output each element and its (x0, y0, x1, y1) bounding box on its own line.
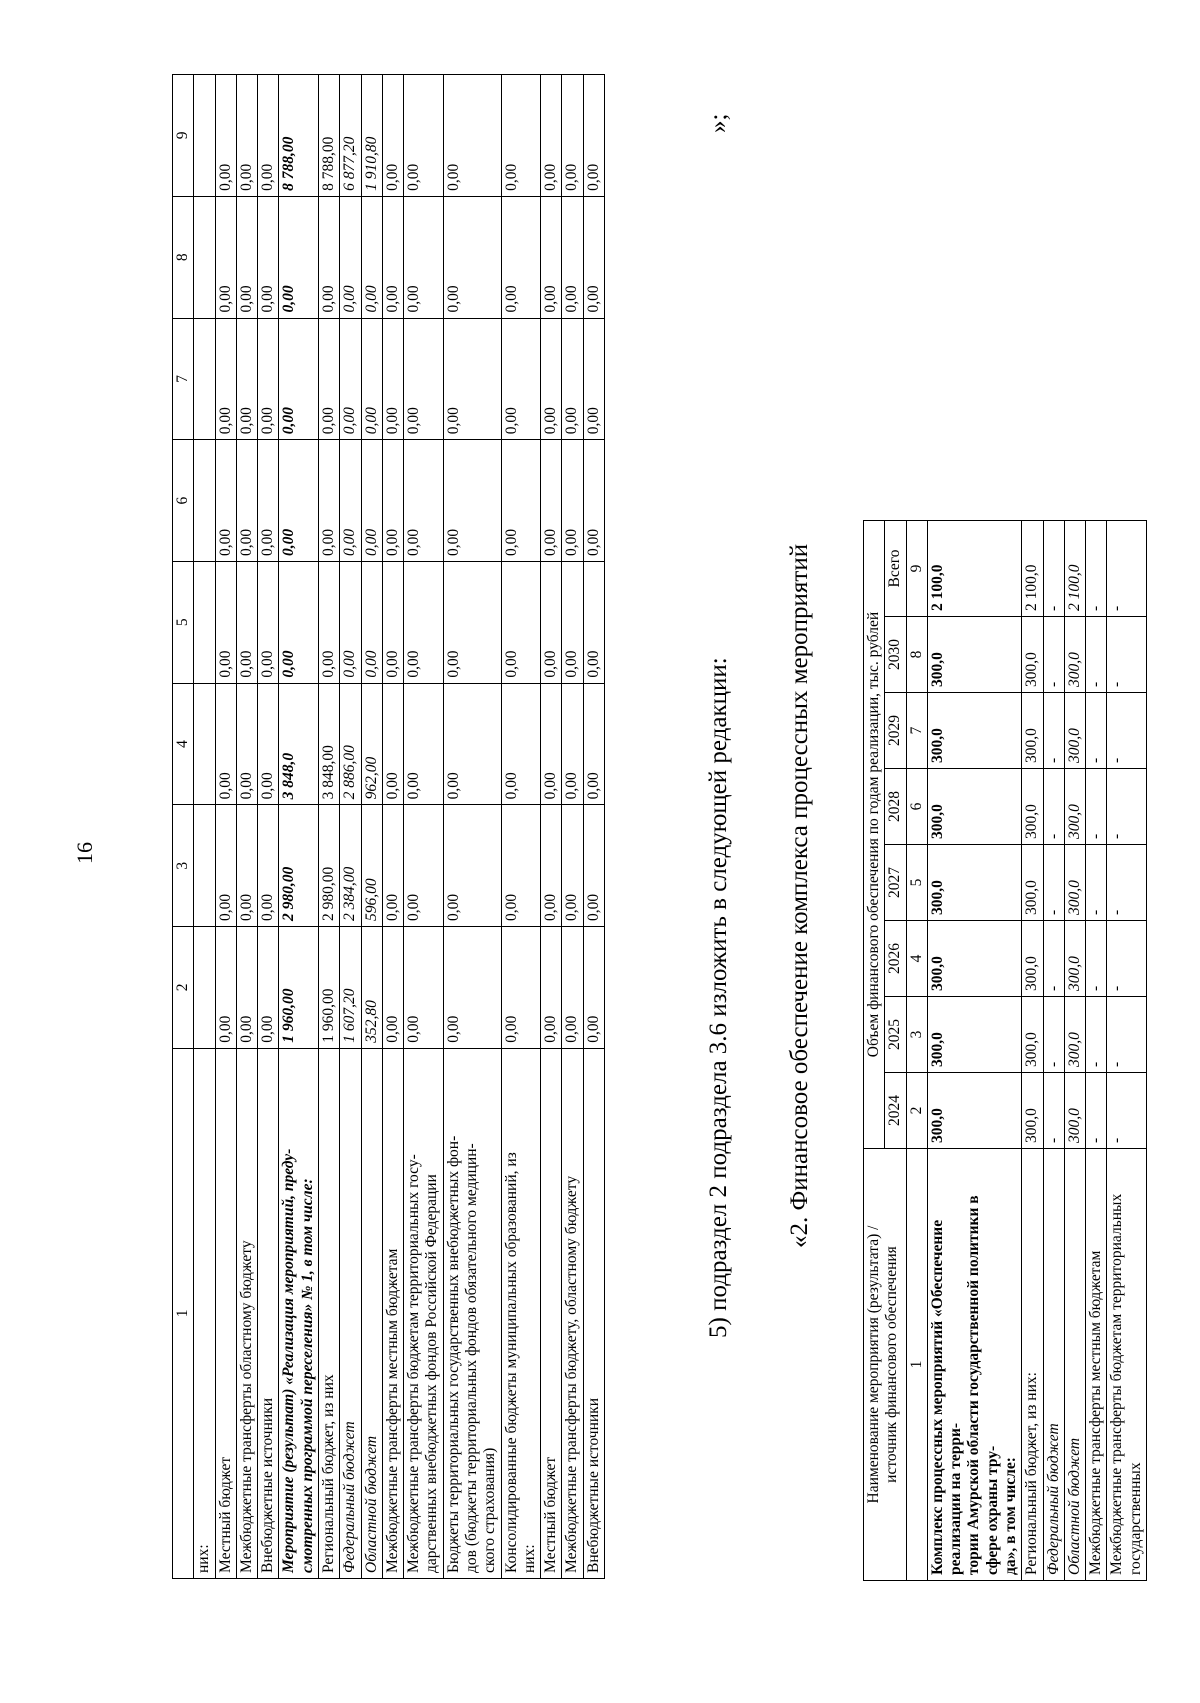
row-label-cell: Консолидированные бюджеты муниципальных образований, из них: (501, 1048, 541, 1578)
row-label-cell: Региональный бюджет, из них: (1022, 1149, 1043, 1581)
value-cell: 0,00 (583, 805, 604, 927)
value-cell: 300,0 (1064, 617, 1085, 693)
value-cell: - (1107, 617, 1147, 693)
value-cell: - (1086, 1073, 1107, 1149)
value-cell: 300,0 (927, 693, 1021, 769)
value-cell: 0,00 (443, 927, 501, 1049)
value-cell (194, 927, 215, 1049)
value-cell: 0,00 (404, 805, 444, 927)
value-cell: 300,0 (1064, 845, 1085, 921)
row-label-cell: Межбюджетные трансферты бюджетам территориальных государственных (1107, 1149, 1147, 1581)
value-cell: 300,0 (1064, 997, 1085, 1073)
column-number-cell: 8 (173, 196, 194, 318)
value-cell: 300,0 (1022, 997, 1043, 1073)
value-cell: 2 100,0 (1064, 521, 1085, 617)
year-header-cell: 2024 (885, 1073, 906, 1149)
value-cell: 0,00 (404, 561, 444, 683)
value-cell: 300,0 (1022, 921, 1043, 997)
quote-end-mark: »; (705, 113, 732, 133)
value-cell: 0,00 (258, 561, 279, 683)
value-cell (194, 440, 215, 562)
value-cell: 300,0 (927, 921, 1021, 997)
value-cell: 0,00 (382, 318, 403, 440)
amendment-paragraph: 5) подраздел 2 подраздела 3.6 изложить в следующей редакции: (705, 657, 732, 1338)
value-cell: 300,0 (1064, 1073, 1085, 1149)
value-cell: 0,00 (279, 318, 319, 440)
table-row (1043, 521, 1064, 1581)
row-label-cell: Региональный бюджет, из них (318, 1048, 339, 1578)
column-number-cell: 2 (906, 1073, 927, 1149)
value-cell: 0,00 (258, 805, 279, 927)
value-cell: 0,00 (318, 561, 339, 683)
header-volume-cell: Объем финансового обеспечения по годам реализации, тыс. рублей (864, 521, 885, 1149)
value-cell: - (1086, 769, 1107, 845)
value-cell: - (1043, 769, 1064, 845)
value-cell: 0,00 (404, 318, 444, 440)
value-cell: 0,00 (318, 318, 339, 440)
row-label-cell: Внебюджетные источники (258, 1048, 279, 1578)
table-row (501, 75, 541, 1579)
value-cell: 0,00 (258, 440, 279, 562)
value-cell: 0,00 (340, 561, 361, 683)
table-body (194, 75, 605, 1579)
row-label-cell: Областной бюджет (1064, 1149, 1085, 1581)
value-cell: 0,00 (361, 196, 382, 318)
row-label-cell: Комплекс процессных мероприятий «Обеспечение реализации на терри- тории Амурской области государственной политики в сфере охраны тру- да», в том числе: (927, 1149, 1021, 1581)
row-label-cell: Бюджеты территориальных государственных внебюджетных фон- дов (бюджеты территориальных фондов обязательного медицин- ского страхования) (443, 1048, 501, 1578)
value-cell: 2 100,0 (927, 521, 1021, 617)
value-cell: 0,00 (340, 196, 361, 318)
table-row (541, 75, 562, 1579)
value-cell (194, 75, 215, 197)
table-row (927, 521, 1021, 1581)
value-cell: 0,00 (236, 683, 257, 805)
row-label-cell: Федеральный бюджет (340, 1048, 361, 1578)
value-cell: 0,00 (562, 318, 583, 440)
row-label-cell: них: (194, 1048, 215, 1578)
value-cell: 300,0 (1022, 769, 1043, 845)
table-row (1086, 521, 1107, 1581)
header-name-cell: Наименование мероприятия (результата) / источник финансового обеспечения (864, 1149, 907, 1581)
value-cell: 0,00 (404, 927, 444, 1049)
row-label-cell: Местный бюджет (541, 1048, 562, 1578)
value-cell: 0,00 (279, 196, 319, 318)
value-cell: - (1086, 845, 1107, 921)
value-cell: 0,00 (404, 440, 444, 562)
table-row (361, 75, 382, 1579)
value-cell: - (1086, 617, 1107, 693)
table-header-row-1 (864, 521, 885, 1581)
column-number-cell: 3 (173, 805, 194, 927)
table-row (583, 75, 604, 1579)
process-measures-funding-table (863, 520, 1147, 1581)
value-cell: - (1107, 521, 1147, 617)
value-cell: 1 607,20 (340, 927, 361, 1049)
value-cell: 0,00 (443, 440, 501, 562)
year-header-cell: 2029 (885, 693, 906, 769)
row-label-cell: Межбюджетные трансферты местным бюджетам (1086, 1149, 1107, 1581)
value-cell: 3 848,0 (279, 683, 319, 805)
value-cell: 0,00 (258, 196, 279, 318)
value-cell: 0,00 (318, 196, 339, 318)
value-cell: 300,0 (1022, 617, 1043, 693)
value-cell: 0,00 (236, 75, 257, 197)
table-row (258, 75, 279, 1579)
value-cell: - (1107, 1073, 1147, 1149)
row-label-cell: Федеральный бюджет (1043, 1149, 1064, 1581)
table-row (279, 75, 319, 1579)
row-label-cell: Мероприятие (результат) «Реализация мероприятий, преду- смотренных программой переселения» № 1, в том числе: (279, 1048, 319, 1578)
value-cell: 0,00 (443, 561, 501, 683)
value-cell: 300,0 (927, 997, 1021, 1073)
row-label-cell: Внебюджетные источники (583, 1048, 604, 1578)
table-row (1022, 521, 1043, 1581)
value-cell: 0,00 (562, 196, 583, 318)
value-cell: 0,00 (258, 927, 279, 1049)
year-header-cell: 2026 (885, 921, 906, 997)
table-row (236, 75, 257, 1579)
value-cell: - (1107, 693, 1147, 769)
value-cell: - (1043, 997, 1064, 1073)
value-cell: 0,00 (361, 561, 382, 683)
column-number-cell: 5 (906, 845, 927, 921)
column-number-cell: 3 (906, 997, 927, 1073)
value-cell: 0,00 (562, 561, 583, 683)
value-cell: - (1107, 921, 1147, 997)
value-cell (194, 683, 215, 805)
value-cell: 8 788,00 (279, 75, 319, 197)
value-cell: 2 980,00 (279, 805, 319, 927)
value-cell: 0,00 (562, 75, 583, 197)
row-label-cell: Областной бюджет (361, 1048, 382, 1578)
value-cell: 0,00 (583, 75, 604, 197)
value-cell: 0,00 (340, 318, 361, 440)
value-cell (194, 196, 215, 318)
value-cell: 0,00 (501, 318, 541, 440)
value-cell: 0,00 (501, 75, 541, 197)
value-cell: 0,00 (541, 683, 562, 805)
value-cell: - (1043, 617, 1064, 693)
value-cell: 0,00 (583, 196, 604, 318)
column-number-cell: 1 (173, 1048, 194, 1578)
value-cell: 1 960,00 (279, 927, 319, 1049)
value-cell: - (1043, 921, 1064, 997)
value-cell: 0,00 (215, 927, 236, 1049)
value-cell: 0,00 (236, 927, 257, 1049)
table-row (382, 75, 403, 1579)
value-cell: 0,00 (583, 318, 604, 440)
value-cell: 300,0 (1064, 693, 1085, 769)
value-cell: 0,00 (562, 927, 583, 1049)
value-cell: 0,00 (541, 927, 562, 1049)
value-cell: 962,00 (361, 683, 382, 805)
table-row (1064, 521, 1085, 1581)
value-cell: - (1086, 921, 1107, 997)
column-number-cell: 4 (906, 921, 927, 997)
value-cell: 0,00 (501, 927, 541, 1049)
value-cell: 6 877,20 (340, 75, 361, 197)
value-cell: 300,0 (1064, 769, 1085, 845)
value-cell: 0,00 (562, 440, 583, 562)
value-cell: - (1043, 693, 1064, 769)
section-heading: «2. Финансовое обеспечение комплекса процессных мероприятий (786, 543, 813, 1248)
row-label-cell: Межбюджетные трансферты бюджетам территориальных госу- дарственных внебюджетных фондов Российской Федерации (404, 1048, 444, 1578)
value-cell: 0,00 (279, 440, 319, 562)
funding-table-continued (172, 74, 605, 1579)
value-cell: 0,00 (361, 440, 382, 562)
column-number-cell: 8 (906, 617, 927, 693)
value-cell: 0,00 (236, 805, 257, 927)
table-row (318, 75, 339, 1579)
value-cell (194, 805, 215, 927)
value-cell: 300,0 (927, 617, 1021, 693)
value-cell: 300,0 (927, 1073, 1021, 1149)
value-cell: 0,00 (361, 318, 382, 440)
value-cell: 0,00 (501, 561, 541, 683)
column-number-cell: 9 (906, 521, 927, 617)
value-cell: 0,00 (215, 683, 236, 805)
value-cell: 0,00 (215, 318, 236, 440)
value-cell: 0,00 (215, 440, 236, 562)
value-cell: 0,00 (382, 196, 403, 318)
value-cell: 352,80 (361, 927, 382, 1049)
value-cell: 0,00 (382, 440, 403, 562)
value-cell: 0,00 (562, 683, 583, 805)
value-cell: - (1086, 693, 1107, 769)
value-cell: 0,00 (382, 561, 403, 683)
value-cell: 300,0 (1064, 921, 1085, 997)
value-cell: - (1043, 521, 1064, 617)
value-cell: 0,00 (404, 196, 444, 318)
table-body (927, 521, 1146, 1581)
value-cell: 0,00 (340, 440, 361, 562)
value-cell: - (1107, 997, 1147, 1073)
value-cell: 0,00 (404, 75, 444, 197)
value-cell: 0,00 (258, 75, 279, 197)
year-header-cell: 2025 (885, 997, 906, 1073)
value-cell: 0,00 (236, 440, 257, 562)
year-header-cell: 2027 (885, 845, 906, 921)
value-cell: 0,00 (541, 318, 562, 440)
value-cell: 0,00 (541, 440, 562, 562)
value-cell: - (1043, 845, 1064, 921)
year-header-cell: 2030 (885, 617, 906, 693)
value-cell: 0,00 (382, 75, 403, 197)
value-cell: 300,0 (927, 769, 1021, 845)
value-cell: 0,00 (541, 805, 562, 927)
value-cell: 0,00 (215, 196, 236, 318)
column-number-cell: 1 (906, 1149, 927, 1581)
value-cell: 0,00 (382, 805, 403, 927)
column-number-cell: 4 (173, 683, 194, 805)
table-row (215, 75, 236, 1579)
value-cell: 0,00 (443, 318, 501, 440)
value-cell: 300,0 (927, 845, 1021, 921)
column-number-cell: 7 (906, 693, 927, 769)
value-cell: 0,00 (501, 683, 541, 805)
row-label-cell: Межбюджетные трансферты бюджету, областному бюджету (562, 1048, 583, 1578)
value-cell: 0,00 (236, 196, 257, 318)
value-cell: 2 100,0 (1022, 521, 1043, 617)
value-cell: 1 960,00 (318, 927, 339, 1049)
table-row (404, 75, 444, 1579)
value-cell: 0,00 (215, 75, 236, 197)
table-row (562, 75, 583, 1579)
value-cell: 8 788,00 (318, 75, 339, 197)
value-cell: 596,00 (361, 805, 382, 927)
table-numbering-row (906, 521, 927, 1581)
table-header-row (173, 75, 194, 1579)
value-cell: 0,00 (215, 561, 236, 683)
value-cell (194, 561, 215, 683)
value-cell: 0,00 (583, 440, 604, 562)
value-cell: - (1107, 769, 1147, 845)
value-cell: 0,00 (443, 805, 501, 927)
value-cell: 0,00 (541, 561, 562, 683)
value-cell: 2 886,00 (340, 683, 361, 805)
year-header-cell: 2028 (885, 769, 906, 845)
value-cell: 0,00 (404, 683, 444, 805)
value-cell: - (1107, 845, 1147, 921)
value-cell: 0,00 (501, 805, 541, 927)
value-cell: 0,00 (258, 683, 279, 805)
column-number-cell: 5 (173, 561, 194, 683)
value-cell: 3 848,00 (318, 683, 339, 805)
column-number-cell: 6 (173, 440, 194, 562)
value-cell: 0,00 (443, 196, 501, 318)
value-cell: 0,00 (583, 927, 604, 1049)
value-cell: 0,00 (236, 561, 257, 683)
value-cell: 0,00 (501, 440, 541, 562)
value-cell: 300,0 (1022, 693, 1043, 769)
value-cell: 0,00 (443, 683, 501, 805)
value-cell: 0,00 (501, 196, 541, 318)
value-cell: 300,0 (1022, 845, 1043, 921)
value-cell: 0,00 (583, 561, 604, 683)
value-cell: 0,00 (583, 683, 604, 805)
page-number: 16 (72, 842, 97, 864)
value-cell: 0,00 (382, 683, 403, 805)
value-cell: 2 980,00 (318, 805, 339, 927)
value-cell: - (1086, 521, 1107, 617)
column-number-cell: 2 (173, 927, 194, 1049)
value-cell: 0,00 (215, 805, 236, 927)
row-label-cell: Местный бюджет (215, 1048, 236, 1578)
value-cell: 0,00 (541, 196, 562, 318)
value-cell: 0,00 (318, 440, 339, 562)
table-row (340, 75, 361, 1579)
value-cell: 300,0 (1022, 1073, 1043, 1149)
column-number-cell: 6 (906, 769, 927, 845)
row-label-cell: Межбюджетные трансферты местным бюджетам (382, 1048, 403, 1578)
value-cell: - (1086, 997, 1107, 1073)
year-header-cell: Всего (885, 521, 906, 617)
value-cell: 0,00 (443, 75, 501, 197)
value-cell: 0,00 (382, 927, 403, 1049)
table-row (1107, 521, 1147, 1581)
value-cell: 0,00 (236, 318, 257, 440)
column-number-cell: 9 (173, 75, 194, 197)
value-cell: 0,00 (279, 561, 319, 683)
value-cell: 0,00 (562, 805, 583, 927)
value-cell: 2 384,00 (340, 805, 361, 927)
value-cell: 1 910,80 (361, 75, 382, 197)
table-row (194, 75, 215, 1579)
row-label-cell: Межбюджетные трансферты областному бюджету (236, 1048, 257, 1578)
value-cell: 0,00 (541, 75, 562, 197)
table-row (443, 75, 501, 1579)
value-cell (194, 318, 215, 440)
value-cell: - (1043, 1073, 1064, 1149)
column-number-cell: 7 (173, 318, 194, 440)
value-cell: 0,00 (258, 318, 279, 440)
